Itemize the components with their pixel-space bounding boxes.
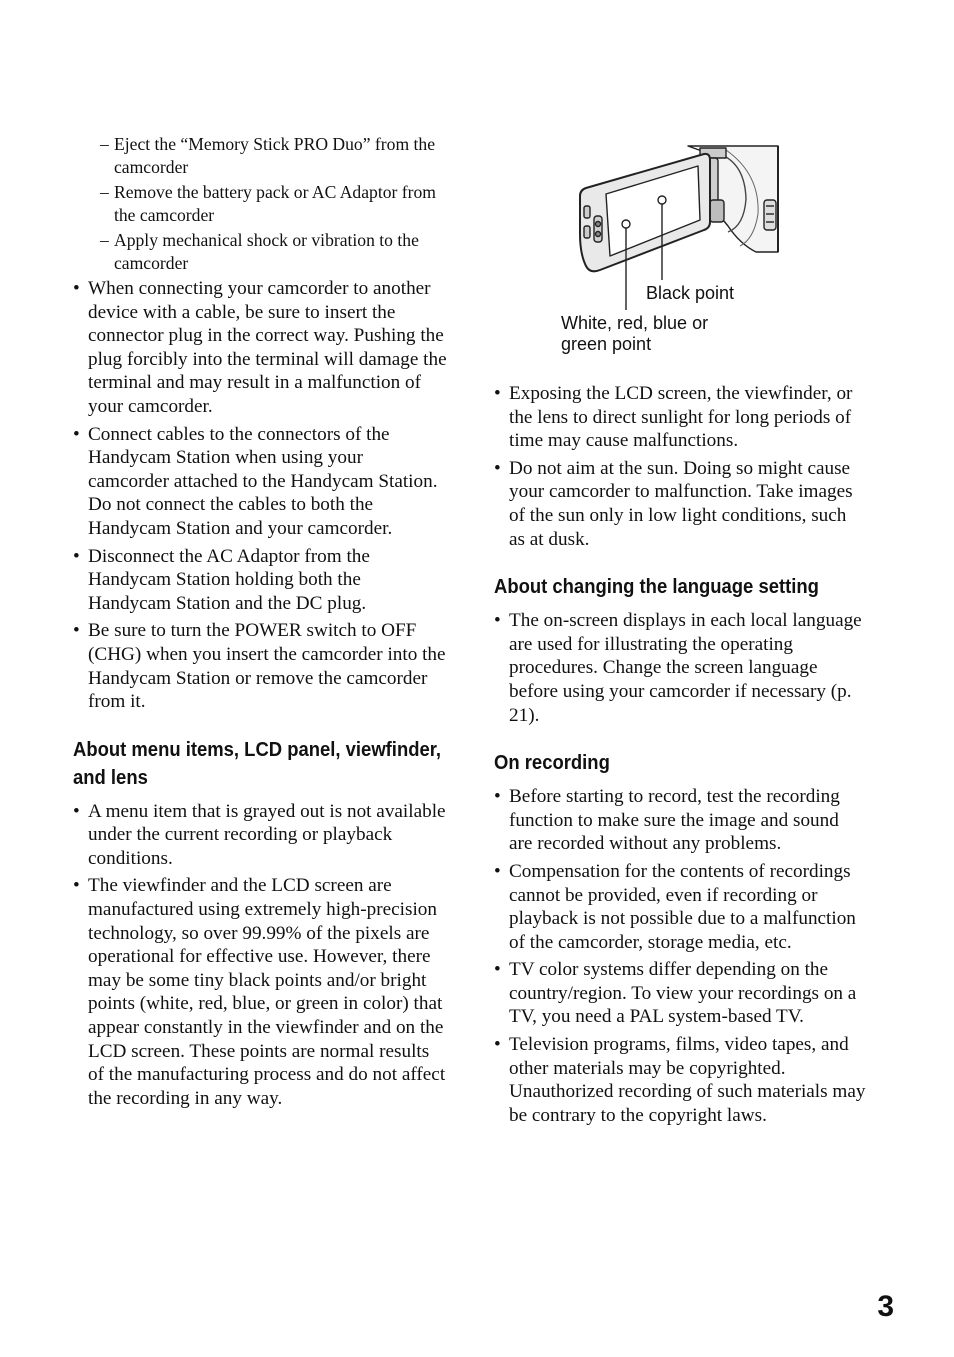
bullet-item: • Be sure to turn the POWER switch to OFF (CHG) when you insert the camcorder into the Handycam Station or remove the camcorder from it. <box>73 619 448 713</box>
bullet-item: • TV color systems differ depending on the country/region. To view your recordings on a TV, you need a PAL system-based TV. <box>494 958 866 1029</box>
bullet-item: • Exposing the LCD screen, the viewfinder, or the lens to direct sunlight for long periods of time may cause malfunctions. <box>494 382 866 453</box>
left-column <box>73 133 448 1114</box>
section-heading-recording: On recording <box>494 751 610 775</box>
dash-item: – Apply mechanical shock or vibration to the camcorder <box>73 229 448 274</box>
dash-item: – Eject the “Memory Stick PRO Duo” from the camcorder <box>73 133 448 178</box>
bullet-item: • Disconnect the AC Adaptor from the Handycam Station holding both the Handycam Station and the DC plug. <box>73 545 448 616</box>
lcd-panel-figure <box>560 144 790 359</box>
bullet-item: • A menu item that is grayed out is not available under the current recording or playback conditions. <box>73 800 448 871</box>
bullet-item: • Before starting to record, test the recording function to make sure the image and sound are recorded without any problems. <box>494 785 866 856</box>
black-point-label: Black point <box>646 283 735 303</box>
bullet-item: • When connecting your camcorder to another device with a cable, be sure to insert the connector plug in the correct way. Pushing the plug forcibly into the terminal will damage the terminal and may result in a malfunction of your camcorder. <box>73 277 448 419</box>
page-number: 3 <box>877 1290 894 1323</box>
bullet-item: • Connect cables to the connectors of the Handycam Station when using your camcorder attached to the Handycam Station. Do not connect the cables to both the Handycam Station and your camcorder. <box>73 423 448 541</box>
color-point-label: White, red, blue or green point <box>561 313 709 354</box>
bullet-item: • Compensation for the contents of recordings cannot be provided, even if recording or playback is not possible due to a malfunction of the camcorder, storage media, etc. <box>494 860 866 954</box>
bullet-item: • The viewfinder and the LCD screen are manufactured using extremely high-precision technology, so over 99.99% of the pixels are operational for effective use. However, there may be some tiny black points and/or bright points (white, red, blue, or green in color) that appear constantly in the viewfinder and on the LCD screen. These points are normal results of the manufacturing process and do not affect the recording in any way. <box>73 874 448 1110</box>
bullet-item: • Television programs, films, video tapes, and other materials may be copyrighted. Unauthorized recording of such materials may be contrary to the copyright laws. <box>494 1033 866 1127</box>
bullet-item: • Do not aim at the sun. Doing so might cause your camcorder to malfunction. Take images of the sun only in low light conditions, such as at dusk. <box>494 457 866 551</box>
section-heading-language: About changing the language setting <box>494 575 819 599</box>
bullet-item: • The on-screen displays in each local language are used for illustrating the operating procedures. Change the screen language before using your camcorder if necessary (p. 21). <box>494 609 866 727</box>
right-column <box>494 382 866 1131</box>
dash-item: – Remove the battery pack or AC Adaptor from the camcorder <box>73 181 448 226</box>
section-heading-menu: About menu items, LCD panel, viewfinder, and lens <box>73 737 442 789</box>
